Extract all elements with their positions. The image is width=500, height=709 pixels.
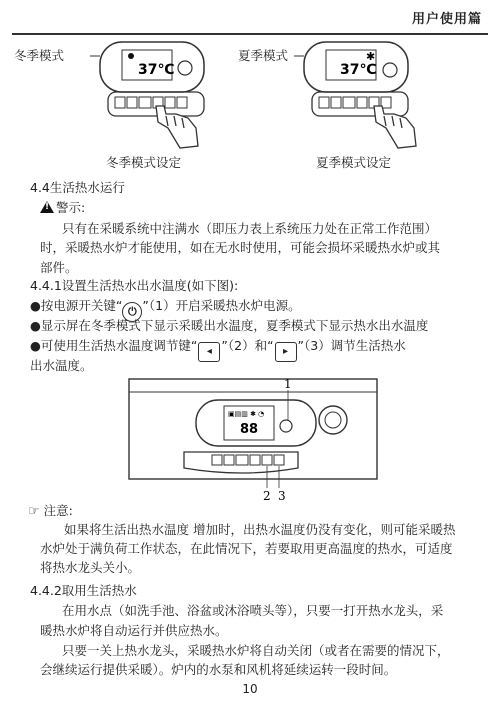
power-button-icon: ⏻ — [122, 302, 142, 322]
callout-1: 1 — [284, 378, 292, 391]
summer-power-icon — [383, 63, 397, 77]
bullet-adjust-line-2: 出水温度。 — [30, 358, 93, 373]
para1-line-1: 在用水点（如洗手池、浴盆或沐浴喷头等），只要一打开热水龙头，采 — [62, 603, 444, 618]
note-line-3: 将热水龙头关小。 — [40, 560, 141, 575]
winter-pressing-hand-icon — [156, 106, 198, 148]
note-line-2: 水炉处于满负荷工作状态，在此情况下，若要取用更高温度的热水，可适度 — [40, 541, 453, 556]
winter-mode-label: 冬季模式 — [14, 48, 65, 63]
temp-down-key-icon: ◂ — [198, 342, 220, 362]
section-44-heading: 4.4生活热水运行 — [30, 180, 125, 195]
header-rule — [12, 33, 488, 35]
summer-mode-label: 夏季模式 — [238, 48, 289, 63]
page-number: 10 — [242, 682, 258, 696]
bullet-adjust-text-b: ”（2）和“ — [221, 338, 274, 353]
boiler-power-icon — [280, 420, 292, 432]
section-441-heading: 4.4.1设置生活热水出水温度(如下图): — [30, 278, 239, 293]
bullet-adjust-text-c: ”（3）调节生活热水 — [297, 338, 406, 353]
winter-panel-diagram — [60, 36, 210, 156]
bullet-power-text-a: ●按电源开关键“ — [30, 298, 123, 313]
summer-pressing-hand-icon — [374, 106, 416, 148]
winter-button-strip — [108, 92, 204, 116]
bullet-display: ●显示屏在冬季模式下显示采暖出水温度，夏季模式下显示热水出水温度 — [30, 318, 429, 333]
summer-button-strip — [312, 92, 408, 116]
summer-panel-diagram — [290, 36, 450, 156]
summer-display-text: 37℃ — [340, 62, 377, 78]
section-442-heading: 4.4.2取用生活热水 — [30, 583, 137, 598]
boiler-control-panel-diagram — [128, 378, 378, 503]
note-row — [28, 503, 73, 520]
summer-sun-icon: ✱ — [366, 50, 376, 63]
winter-display-text: 37℃ — [138, 62, 175, 78]
winter-buttons — [115, 97, 187, 108]
warning-line-2: 时，采暖热水炉才能使用，如在无水时使用，可能会损坏采暖热水炉或其 — [40, 240, 441, 255]
callout-3: 3 — [278, 489, 286, 503]
boiler-buttons — [212, 455, 284, 465]
page-header-title: 用户使用篇 — [411, 12, 482, 27]
warning-row — [40, 200, 85, 216]
temp-up-key-icon: ▸ — [275, 342, 297, 362]
warning-icon — [40, 201, 54, 213]
winter-caption: 冬季模式设定 — [106, 155, 182, 170]
pointing-hand-icon: ☞ — [28, 504, 40, 519]
winter-power-icon — [178, 61, 192, 75]
para2-line-1: 只要一关上热水龙头，采暖热水炉将自动关闭（或者在需要的情况下， — [62, 643, 450, 658]
bullet-power-text-b: ”（1）开启采暖热水炉电源。 — [142, 298, 301, 313]
winter-snow-icon — [128, 53, 134, 59]
warning-line-3: 部件。 — [40, 260, 78, 275]
boiler-pressure-gauge-icon — [319, 406, 347, 434]
warning-label: 警示: — [56, 200, 86, 215]
boiler-display-digits: 88 — [240, 422, 259, 437]
callout-2: 2 — [263, 489, 271, 503]
note-line-1: 如果将生活出热水温度 增加时，出热水温度仍没有变化，则可能采暖热 — [64, 522, 456, 537]
bullet-adjust-text-a: ●可使用生活热水温度调节键“ — [30, 338, 198, 353]
para1-line-2: 暖热水炉将自动运行并供应热水。 — [40, 623, 228, 638]
warning-line-1: 只有在采暖系统中注满水（即压力表上系统压力处在正常工作范围） — [62, 221, 438, 236]
note-label: 注意: — [43, 503, 73, 518]
summer-caption: 夏季模式设定 — [316, 155, 392, 170]
para2-line-2: 会继续运行提供采暖）。炉内的水泵和风机将延续运转一段时间。 — [40, 662, 397, 677]
svg-text:▣▤▥ ✱ ◔: ▣▤▥ ✱ ◔ — [228, 410, 265, 418]
